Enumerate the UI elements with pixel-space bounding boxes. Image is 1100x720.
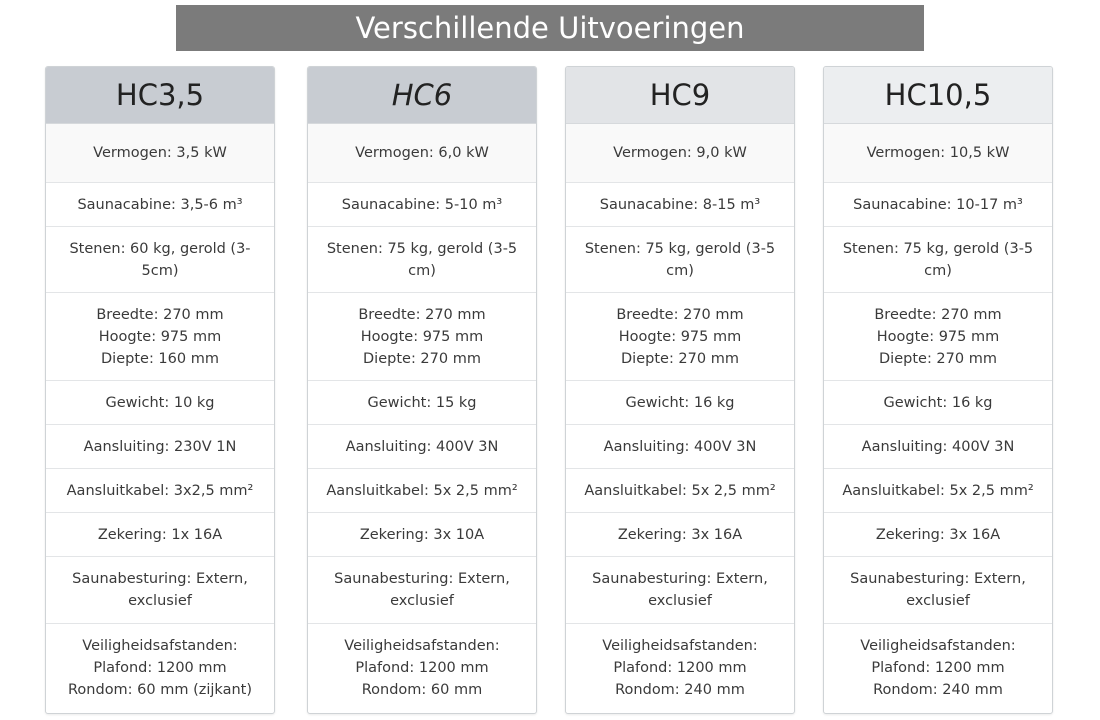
spec-safety-distances: Veiligheidsafstanden: Plafond: 1200 mm Rondom: 240 mm (602, 638, 758, 698)
spec-cable: Aansluitkabel: 5x 2,5 mm² (566, 469, 794, 513)
spec-cable: Aansluitkabel: 5x 2,5 mm² (824, 469, 1052, 513)
spec-control: Saunabesturing: Extern, exclusief (824, 557, 1052, 624)
spec-control: Saunabesturing: Extern, exclusief (46, 557, 274, 624)
spec-stones: Stenen: 60 kg, gerold (3-5cm) (46, 227, 274, 293)
spec-safety-distances: Veiligheidsafstanden: Plafond: 1200 mm Rondom: 240 mm (860, 638, 1016, 698)
spec-cabin-volume: Saunacabine: 5-10 m³ (308, 183, 536, 227)
spec-weight: Gewicht: 10 kg (46, 381, 274, 425)
spec-cabin-volume: Saunacabine: 10-17 m³ (824, 183, 1052, 227)
spec-weight: Gewicht: 16 kg (824, 381, 1052, 425)
spec-control: Saunabesturing: Extern, exclusief (308, 557, 536, 624)
spec-fuse: Zekering: 3x 10A (308, 513, 536, 557)
spec-dimensions: Breedte: 270 mm Hoogte: 975 mm Diepte: 160 mm (46, 293, 274, 381)
spec-dimensions: Breedte: 270 mm Hoogte: 975 mm Diepte: 270 mm (824, 293, 1052, 381)
product-name: HC9 (566, 67, 794, 124)
spec-connection: Aansluiting: 400V 3N (824, 425, 1052, 469)
product-card-hc9 (565, 66, 795, 714)
product-name: HC10,5 (824, 67, 1052, 124)
product-name: HC3,5 (46, 67, 274, 124)
spec-stones: Stenen: 75 kg, gerold (3-5 cm) (308, 227, 536, 293)
product-card-hc6 (307, 66, 537, 714)
spec-connection: Aansluiting: 400V 3N (308, 425, 536, 469)
spec-control: Saunabesturing: Extern, exclusief (566, 557, 794, 624)
spec-weight: Gewicht: 16 kg (566, 381, 794, 425)
spec-power: Vermogen: 9,0 kW (566, 124, 794, 183)
spec-power: Vermogen: 6,0 kW (308, 124, 536, 183)
spec-connection: Aansluiting: 230V 1N (46, 425, 274, 469)
product-card-hc3-5 (45, 66, 275, 714)
product-name: HC6 (308, 67, 536, 124)
product-card-hc10-5 (823, 66, 1053, 714)
spec-stones: Stenen: 75 kg, gerold (3-5 cm) (824, 227, 1052, 293)
spec-cable: Aansluitkabel: 3x2,5 mm² (46, 469, 274, 513)
spec-safety-distances: Veiligheidsafstanden: Plafond: 1200 mm Rondom: 60 mm (344, 638, 500, 698)
spec-connection: Aansluiting: 400V 3N (566, 425, 794, 469)
spec-cabin-volume: Saunacabine: 8-15 m³ (566, 183, 794, 227)
spec-weight: Gewicht: 15 kg (308, 381, 536, 425)
spec-stones: Stenen: 75 kg, gerold (3-5 cm) (566, 227, 794, 293)
section-title: Verschillende Uitvoeringen (176, 5, 924, 51)
spec-fuse: Zekering: 3x 16A (566, 513, 794, 557)
spec-power: Vermogen: 3,5 kW (46, 124, 274, 183)
spec-dimensions: Breedte: 270 mm Hoogte: 975 mm Diepte: 270 mm (566, 293, 794, 381)
spec-power: Vermogen: 10,5 kW (824, 124, 1052, 183)
spec-cabin-volume: Saunacabine: 3,5-6 m³ (46, 183, 274, 227)
spec-cable: Aansluitkabel: 5x 2,5 mm² (308, 469, 536, 513)
spec-fuse: Zekering: 3x 16A (824, 513, 1052, 557)
spec-fuse: Zekering: 1x 16A (46, 513, 274, 557)
spec-dimensions: Breedte: 270 mm Hoogte: 975 mm Diepte: 270 mm (308, 293, 536, 381)
spec-safety-distances: Veiligheidsafstanden: Plafond: 1200 mm Rondom: 60 mm (zijkant) (68, 638, 252, 698)
